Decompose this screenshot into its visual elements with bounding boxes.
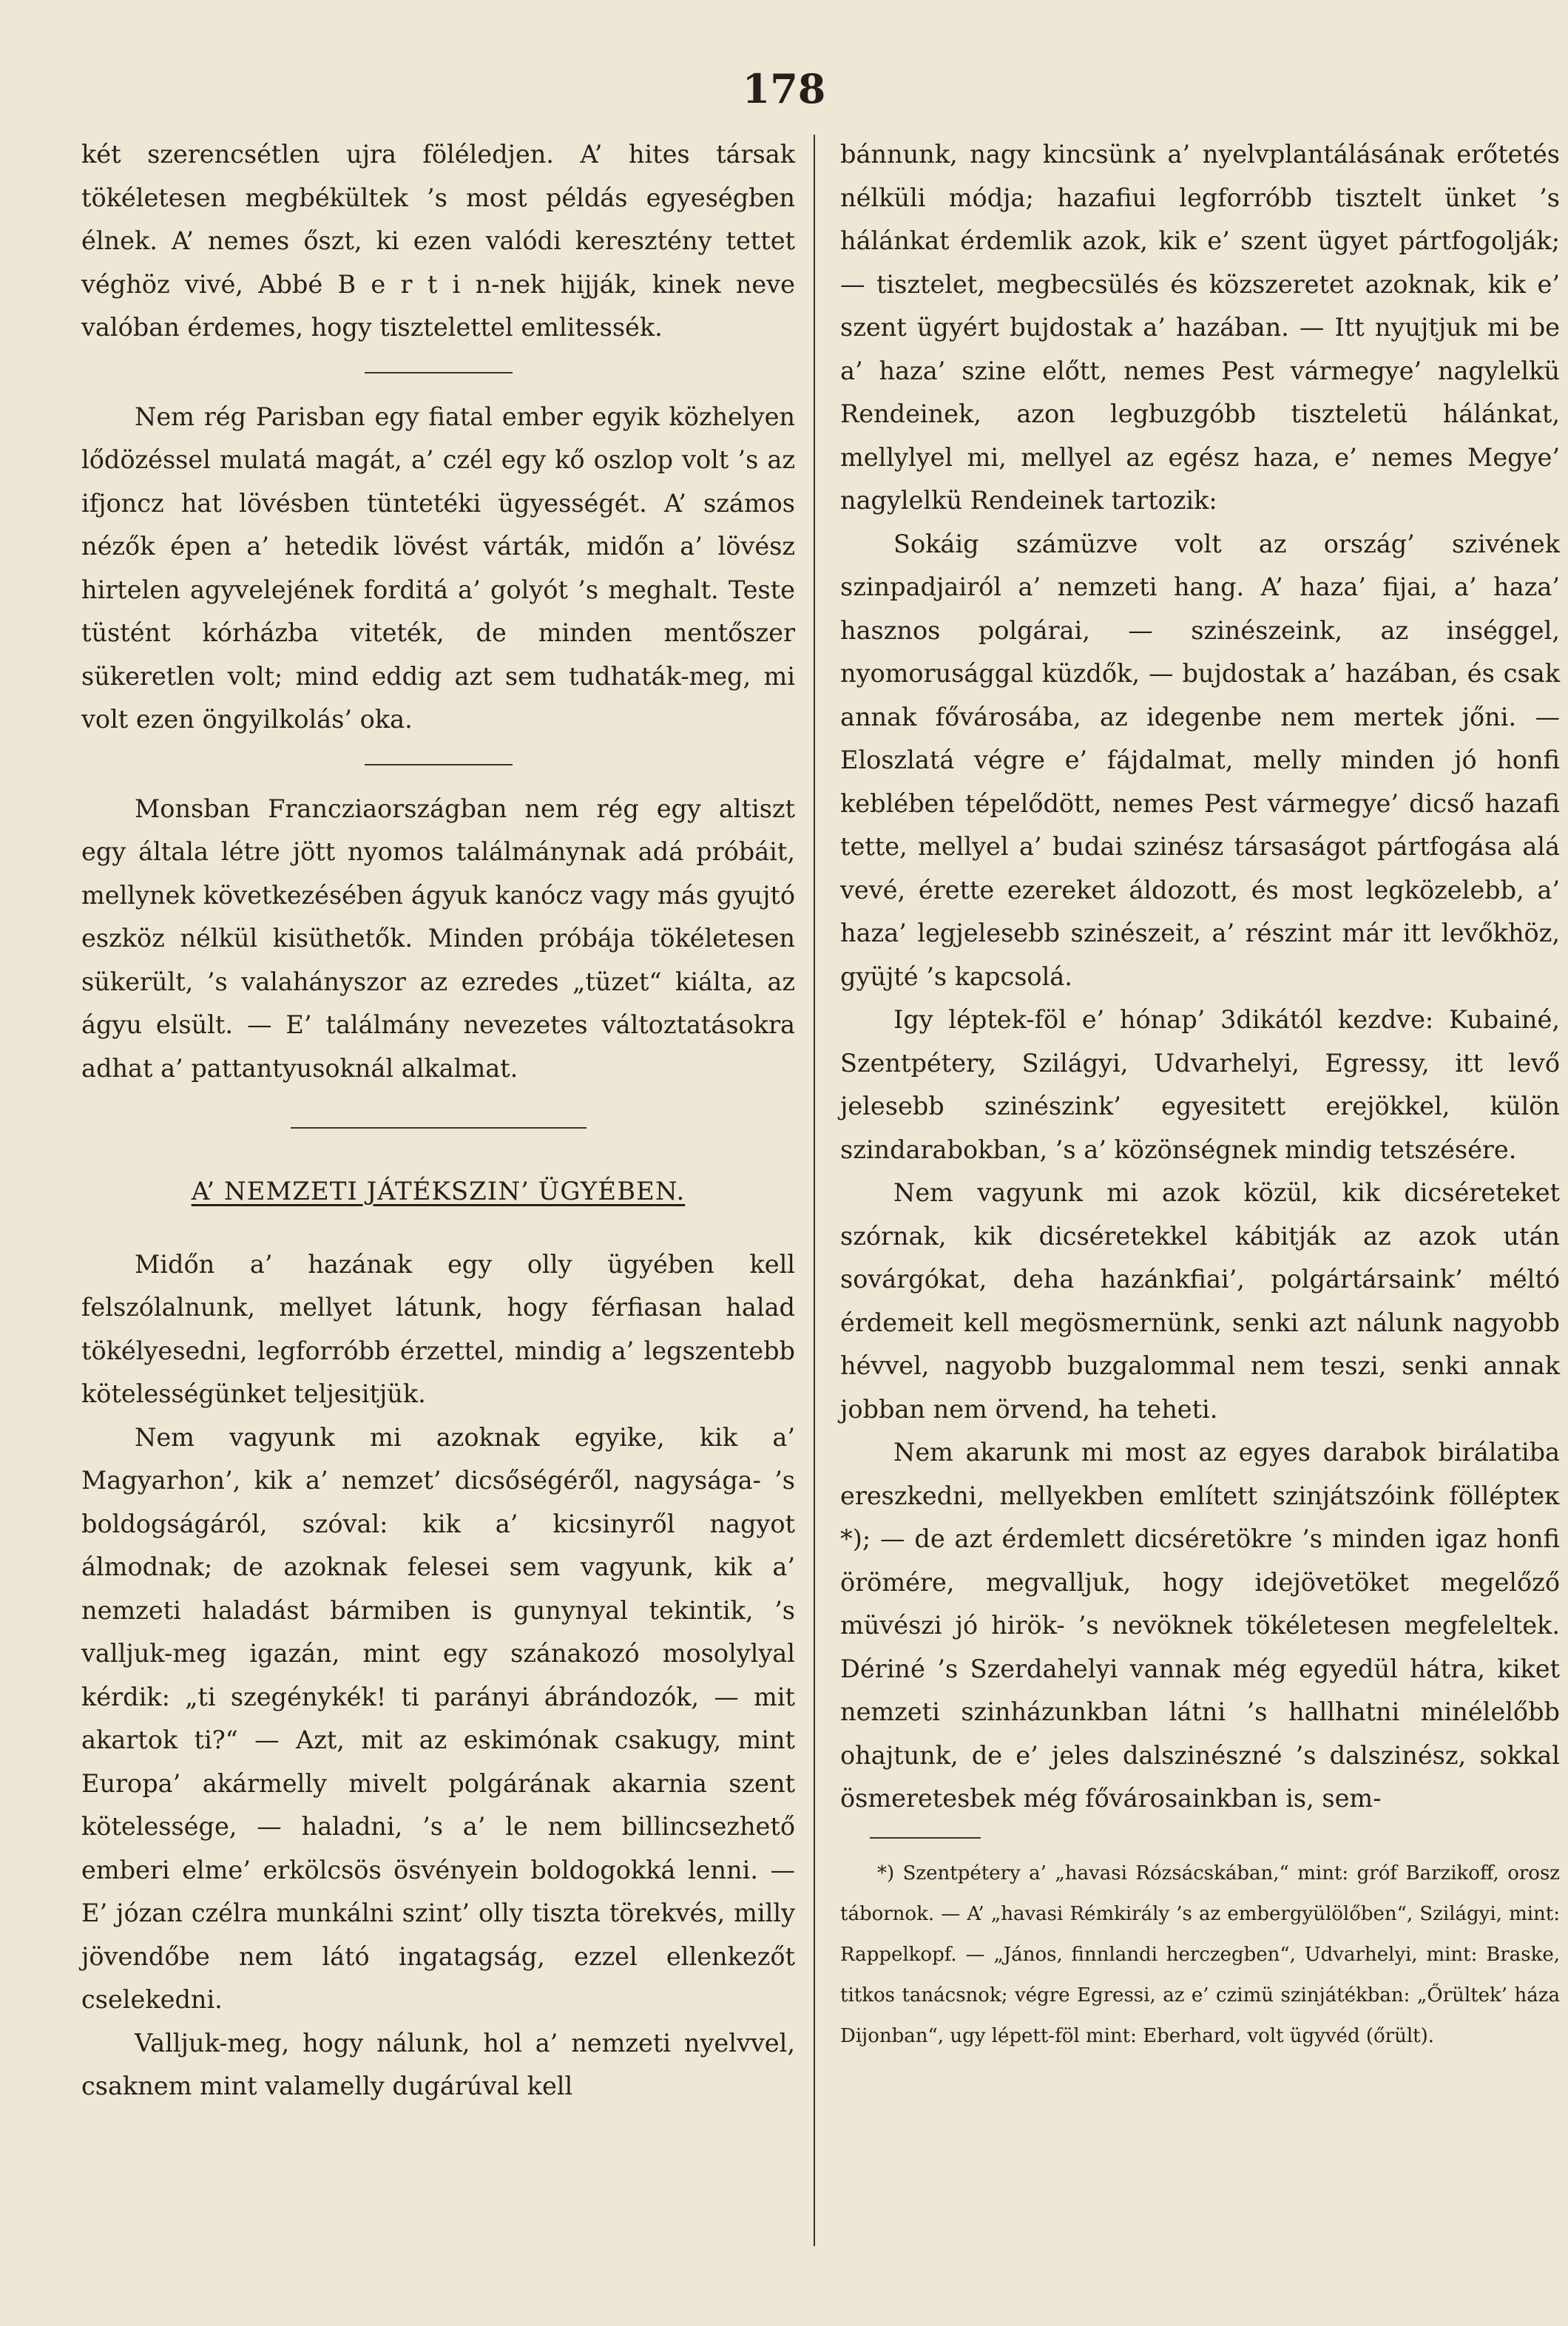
- column-divider: [814, 135, 815, 2246]
- right-paragraph-2: Sokáig számüzve volt az ország’ szivének szinpadjairól a’ nemzeti hang. A’ haza’ fijai, a’ haza’ hasznos polgárai, — szinészeink, az inséggel, nyomorusággal küzdők, — bujdostak a’ hazában, és csak annak fővárosába, az idegenbe nem mertek jőni. — Eloszlatá végre e’ fájdalmat, melly minden jó honfi keblében tépelődött, nemes Pest vármegye’ dicső hazafi tette, mellyel a’ budai szinész társaságot pártfogása alá vevé, érette ezereket áldozott, és most legközelebb, a’ haza’ legjelesebb szinészeit, a’ részint már itt levőkhöz, gyüjté ’s kapcsolá.: [840, 529, 1560, 991]
- right-paragraph-1: bánnunk, nagy kincsünk a’ nyelvplantálásának erőtetés nélküli módja; hazafiui legforróbb tisztelt ünket ’s hálánkat érdemlik azok, kik e’ szent ügyet pártfogolják; — tisztelet, megbecsülés és közszeretet azoknak, kik e’ szent ügyért bujdostak a’ hazában. — Itt nyujtjuk mi be a’ haza’ szine előtt, nemes Pest vármegye’ nagylelkü Rendeinek, azon legbuzgóbb tiszteletü hálánkat, mellylyel mi, mellyel az egész haza, e’ nemes Megye’ nagylelkü Rendeinek tartozik:: [840, 140, 1560, 515]
- section-separator-3: [291, 1127, 587, 1129]
- right-paragraph-4: Nem vagyunk mi azok közül, kik dicséreteket szórnak, kik dicséretekkel kábitják az azok után sovárgókat, deha hazánkfiai’, polgártársaink’ méltó érdemeit kell megösmernünk, senki azt nálunk nagyobb hévvel, nagyobb buzgalommal nem teszi, senki annak jobban nem örvend, ha teheti.: [840, 1178, 1560, 1424]
- footnote-separator: [870, 1837, 981, 1839]
- left-paragraph-5: Nem vagyunk mi azoknak egyike, kik a’ Magyarhon’, kik a’ nemzet’ dicsőségéről, nagysága- ’s boldogságáról, szóval: kik a’ kicsinyről nagyot álmodnak; de azoknak felesei sem vagyunk, kik a’ nemzeti haladást bármiben is gunynyal tekintik, ’s valljuk-meg igazán, mint egy szánakozó mosolylyal kérdik: „ti szegénykék! ti parányi ábrándozók, — mit akartok ti?“ — Azt, mit az eskimónak csakugy, mint Europa’ akármelly mivelt polgárának akarnia szent kötelessége, — haladni, ’s a’ le nem billincsezhető emberi elme’ erkölcsös ösvényein boldogokká lenni. — E’ józan czélra munkálni szint’ olly tiszta törekvés, milly jövendőbe nem látó ingatagság, ezzel ellenkezőt cselekedni.: [81, 1422, 795, 2014]
- page-number: 178: [742, 65, 826, 112]
- article-heading: A’ NEMZETI JÁTÉKSZIN’ ÜGYÉBEN.: [191, 1177, 686, 1206]
- right-column: [840, 133, 1560, 2057]
- left-paragraph-1: két szerencsétlen ujra föléledjen. A’ hites társak tökéletesen megbékültek ’s most példás egyeségben élnek. A’ nemes őszt, ki ezen valódi keresztény tettet véghöz vivé, Abbé B e r t i n-nek hijják, kinek neve valóban érdemes, hogy tisztelettel emlitessék.: [81, 140, 795, 342]
- footnote: [840, 1853, 1560, 2057]
- right-paragraph-5: Nem akarunk mi most az egyes darabok birálatiba ereszkedni, mellyekben említett szinjátszóink föllépteк *); — de azt érdemlett dicséretökre ’s minden igaz honfi örömére, megvalljuk, hogy idejövetöket megelőző müvészi jó hirök- ’s nevöknek tökéletesen megfeleltek. Dériné ’s Szerdahelyi vannak még egyedül hátra, kiket nemzeti szinházunkban látni ’s hallhatni minélelőbb ohajtunk, de e’ jeles dalszinészné ’s dalszinész, sokkal ösmeretesbek még fővárosainkban is, sem-: [840, 1438, 1560, 1813]
- footnote-text: *) Szentpétery a’ „havasi Rózsácskában,“ mint: gróf Barzikoff, orosz tábornok. — A’ „havasi Rémkirály ’s az embergyülölőben“, Szilágyi, mint: Rappelkopf. — „János, finnlandi herczegben“, Udvarhelyi, mint: Braske, titkos tanácsnok; végre Egressi, az e’ czimü szinjátékban: „Őrültek’ háza Dijonban“, ugy lépett-föl mint: Eberhard, volt ügyvéd (őrült).: [840, 1862, 1560, 2047]
- right-paragraph-3: Igy léptek-föl e’ hónap’ 3dikától kezdve: Kubainé, Szentpétery, Szilágyi, Udvarhelyi, Egressy, itt levő jelesebb szinészink’ egyesitett erejökkel, külön szindarabokban, ’s a’ közönségnek mindig tetszésére.: [840, 1005, 1560, 1164]
- left-paragraph-2: Nem rég Parisban egy fiatal ember egyik közhelyen lődözéssel mulatá magát, a’ czél egy kő oszlop volt ’s az ifjoncz hat lövésben tüntetéki ügyességét. A’ számos nézők épen a’ hetedik lövést várták, midőn a’ lövész hirtelen agyvelejének forditá a’ golyót ’s meghalt. Teste tüstént kórházba viteték, de minden mentőszer sükeretlen volt; mind eddig azt sem tudhaták-meg, mi volt ezen öngyilkolás’ oka.: [81, 402, 795, 734]
- left-paragraph-4: Midőn a’ hazának egy olly ügyében kell felszólalnunk, mellyet látunk, hogy férfiasan halad tökélyesedni, legforróbb érzettel, mindig a’ legszentebb kötelességünket teljesitjük.: [81, 1249, 795, 1408]
- left-column: [81, 133, 795, 2109]
- section-separator-1: [365, 372, 513, 373]
- left-paragraph-6: Valljuk-meg, hogy nálunk, hol a’ nemzeti nyelvvel, csaknem mint valamelly dugárúval kell: [81, 2028, 795, 2100]
- left-paragraph-3: Monsban Francziaországban nem rég egy altiszt egy általa létre jött nyomos találmánynak adá próbáit, mellynek következésében ágyuk kanócz vagy más gyujtó eszköz nélkül kisüthetők. Minden próbája tökéletesen sükerült, ’s valahányszor az ezredes „tüzet“ kiálta, az ágyu elsült. — E’ találmány nevezetes változtatásokra adhat a’ pattantyusoknál alkalmat.: [81, 794, 795, 1083]
- section-separator-2: [365, 764, 513, 765]
